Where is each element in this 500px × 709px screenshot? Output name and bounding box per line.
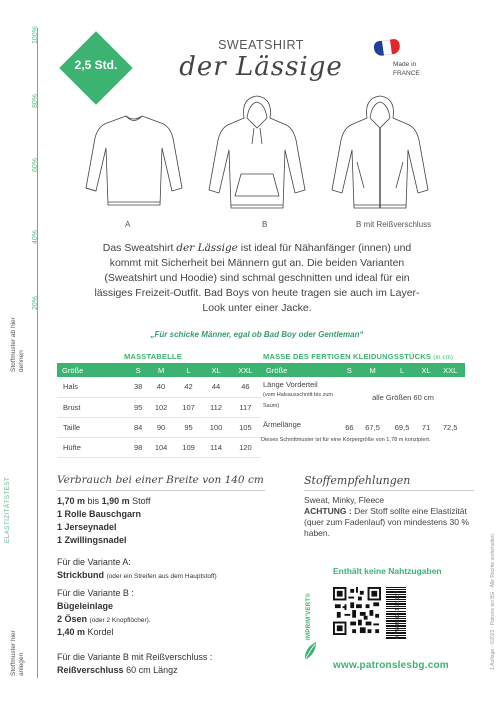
fabric-from: 1,70 m — [57, 496, 86, 506]
france-flag-icon — [373, 38, 401, 56]
variant-b-item3 — [57, 626, 114, 638]
garment-illustrations — [74, 92, 434, 224]
consumption-divider — [57, 490, 265, 491]
table-cell: 98 — [129, 437, 147, 457]
variant-a-note: (oder ein Streifen aus dem Hauptstoff) — [106, 573, 217, 580]
table-cell: 44 — [202, 377, 229, 397]
length-sub: (vom Halsausschnitt bis zum Saum) — [263, 392, 333, 409]
supply-item — [57, 521, 117, 533]
title-category: SWEATSHIRT — [218, 38, 304, 52]
variant-b-item2 — [57, 613, 151, 627]
measure-table-header: XL — [417, 363, 436, 377]
garment-label-a: A — [125, 220, 131, 229]
measure-table-header: S — [341, 363, 358, 377]
measure-table-heading-text: MASSE DES FERTIGEN KLEIDUNGSSTÜCKS — [263, 352, 432, 361]
variant-a-item: Strickbund — [57, 570, 105, 580]
variant-b-item1-text: Bügeleinlage — [57, 601, 114, 611]
table-row — [57, 437, 261, 457]
fabric-stoff: Stoff — [132, 496, 151, 506]
ruler-mark-40: 40% — [32, 229, 39, 244]
fabric-types: Sweat, Minky, Fleece — [304, 495, 385, 505]
table-cell: 95 — [175, 417, 202, 437]
table-row — [261, 377, 465, 417]
size-table-header: L — [175, 363, 202, 377]
measure-table-header: M — [358, 363, 388, 377]
qr-code-icon — [333, 586, 381, 636]
variant-a-line — [57, 569, 217, 583]
table-cell: 72,5 — [442, 422, 458, 432]
no-seam-allowance-note: Enthält keine Nahtzugaben — [333, 566, 442, 576]
ruler-elasticity-label: ELASTIZITÄTSTEST — [4, 476, 11, 543]
variant-bz-item: Reißverschluss — [57, 665, 124, 675]
made-in-line2: FRANCE — [393, 70, 420, 77]
barcode-number: 9 783982 158167 — [395, 590, 401, 639]
intro-pattern-name: der Lässige — [176, 242, 238, 254]
table-cell: 84 — [129, 417, 147, 437]
table-cell: 38 — [129, 377, 147, 397]
body-height-note: Dieses Schnittmuster ist für eine Körpergröße von 1,78 m konzipiert. — [261, 437, 431, 443]
ruler-note-top: Stoffmuster ab hier dehnen — [10, 317, 25, 372]
supply-item-text: 1 Zwillingsnadel — [57, 535, 127, 545]
garment-label-b-zip: B mit Reißverschluss — [356, 220, 432, 229]
table-cell: 102 — [147, 397, 174, 417]
table-cell: 117 — [230, 397, 261, 417]
fabric-attention-label: ACHTUNG : — [304, 506, 352, 516]
leaf-icon — [302, 640, 318, 662]
supply-item-text: 1 Jerseynadel — [57, 522, 117, 532]
hoodie-b-drawing — [209, 96, 305, 208]
measure-table-unit: (in cm) — [433, 355, 454, 361]
measure-table — [261, 363, 465, 459]
table-cell: 67,5 — [365, 422, 380, 432]
intro-quote: „Für schicke Männer, egal ob Bad Boy oder Gentleman“ — [150, 330, 364, 339]
ruler-note-bottom: Stoffmuster hier anlegen — [10, 630, 25, 676]
variant-b-item2-text: 2 Ösen — [57, 614, 88, 624]
time-badge-text: 2,5 Std. — [74, 58, 118, 72]
table-row — [57, 417, 261, 437]
table-row — [261, 437, 465, 459]
ruler-mark-100: 100% — [32, 26, 39, 44]
length-value: alle Größen 60 cm — [372, 392, 434, 402]
ruler-line — [37, 28, 38, 678]
fabric-heading: Stoffempfehlungen — [304, 474, 411, 487]
measure-table-header: L — [387, 363, 417, 377]
table-cell: 105 — [230, 417, 261, 437]
measure-table-header-row — [261, 363, 465, 377]
consumption-heading: Verbrauch bei einer Breite von 140 cm — [57, 474, 264, 486]
table-cell: 66 — [345, 422, 354, 432]
made-in-line1: Made in — [393, 61, 417, 68]
table-cell: 69,5 — [394, 422, 410, 432]
table-cell: 107 — [175, 397, 202, 417]
variant-b-item3-qty: 1,40 m — [57, 627, 86, 637]
variant-b-item3-text: Kordel — [87, 627, 114, 637]
variant-a-label: Für die Variante A: — [57, 557, 131, 567]
variant-b-item2-note: (oder 2 Knopflöcher). — [89, 617, 151, 624]
measure-table-heading — [263, 352, 453, 361]
sweatshirt-a-drawing — [86, 116, 182, 205]
table-cell: Hüfte — [57, 437, 129, 457]
intro-after: ist ideal für Nähanfänger (innen) und kommt mit Sicherheit bei Männern gut an. Die beiden Varianten (Sweatshirt und Hoodie) sind schmal geschnitten und ideal für ein lässiges Freizeit-Outfit. Bad Boys von heute tragen sie auch im Layer-Look unter einer Jacke. — [94, 242, 420, 314]
size-table-heading: MASSTABELLE — [124, 352, 182, 361]
size-table — [57, 363, 261, 458]
table-cell: Taille — [57, 417, 129, 437]
title-name: der Lässige — [179, 52, 343, 82]
table-cell: 90 — [147, 417, 174, 437]
size-table-header-row — [57, 363, 261, 377]
fabric-attention-text: Der Stoff sollte eine Elastizität (quer zum Fadenlauf) von mindestens 30 % haben. — [304, 506, 469, 538]
size-table-header: S — [129, 363, 147, 377]
supply-item — [57, 534, 127, 546]
zip-hoodie-drawing — [332, 96, 428, 208]
measure-table-header: XXL — [435, 363, 465, 377]
table-cell: 42 — [175, 377, 202, 397]
table-row — [261, 417, 465, 437]
intro-before: Das Sweatshirt — [102, 242, 177, 254]
table-cell: 71 — [421, 422, 431, 432]
garment-label-b: B — [262, 220, 268, 229]
imprimvert-label: IMPRIM'VERT® — [306, 592, 312, 640]
copyright-note: 1.Auflage - ©2023 - Patrons les BG - Alle Rechte vorbehalten. — [490, 532, 496, 670]
variant-b-item1 — [57, 600, 113, 612]
fabric-divider — [304, 490, 474, 491]
ruler-mark-60: 60% — [32, 157, 39, 172]
fabric-amount-line — [57, 495, 150, 507]
table-cell: 100 — [202, 417, 229, 437]
fabric-to: 1,90 m — [101, 496, 130, 506]
table-cell: Hals — [57, 377, 129, 397]
table-cell: 120 — [230, 437, 261, 457]
fabric-bis: bis — [87, 496, 100, 506]
ruler-mark-80: 80% — [32, 93, 39, 108]
sleeve-label: Ärmellänge — [263, 420, 301, 429]
size-table-header: M — [147, 363, 174, 377]
variant-bz-label: Für die Variante B mit Reißverschluss : — [57, 652, 213, 662]
table-cell: 95 — [129, 397, 147, 417]
measure-table-header: Größe — [261, 363, 341, 377]
ruler-mark-20: 20% — [32, 295, 39, 310]
size-table-header: Größe — [57, 363, 129, 377]
table-cell: 40 — [147, 377, 174, 397]
size-table-header: XL — [202, 363, 229, 377]
supply-item-text: 1 Rolle Bauschgarn — [57, 509, 142, 519]
table-cell: 104 — [147, 437, 174, 457]
website-link[interactable]: www.patronslesbg.com — [333, 660, 449, 671]
table-cell: 109 — [175, 437, 202, 457]
variant-bz-len: 60 cm Längz — [126, 665, 178, 675]
made-in-label — [393, 60, 420, 78]
table-row — [57, 397, 261, 417]
table-row — [57, 377, 261, 397]
length-label-cell — [261, 377, 341, 417]
fabric-attention — [304, 506, 480, 539]
table-cell: Brust — [57, 397, 129, 417]
table-cell: 112 — [202, 397, 229, 417]
intro-paragraph — [92, 241, 422, 316]
supply-item — [57, 508, 141, 520]
elasticity-ruler — [0, 0, 48, 709]
variant-b-label: Für die Variante B : — [57, 588, 134, 598]
size-table-header: XXL — [230, 363, 261, 377]
fabric-text — [304, 495, 480, 539]
table-cell: 114 — [202, 437, 229, 457]
length-label: Länge Vorderteil — [263, 380, 318, 389]
table-cell: 46 — [230, 377, 261, 397]
variant-bz-line — [57, 664, 178, 676]
